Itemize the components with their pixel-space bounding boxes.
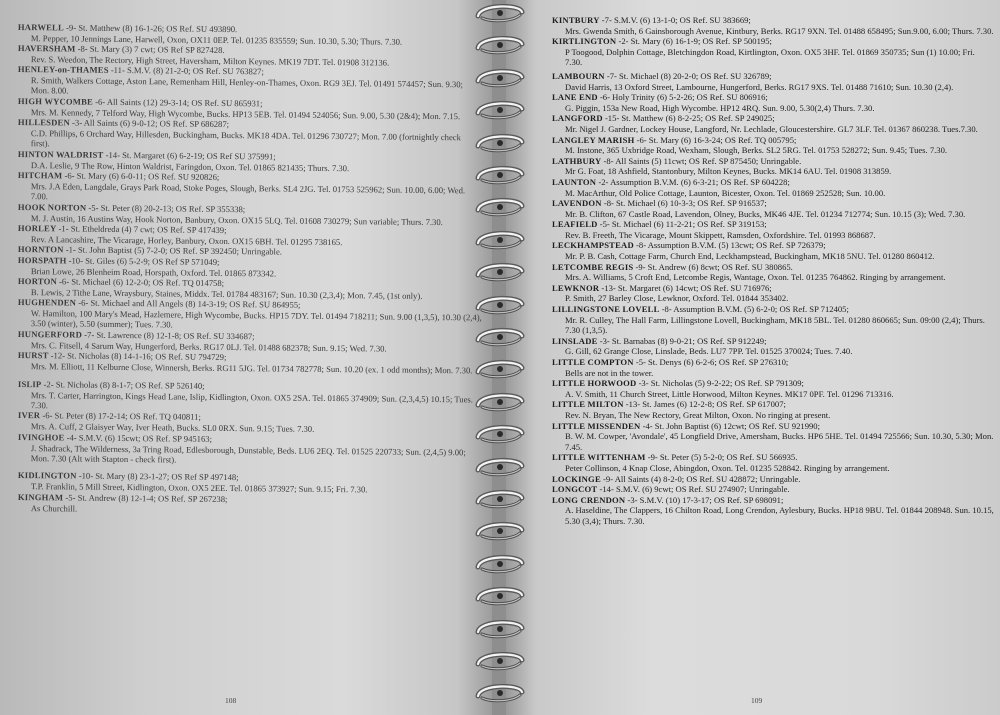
tower-details: -9- St. Andrew (6) 8cwt; OS Ref. SU 380865. [635, 261, 793, 272]
tower-entry [552, 135, 994, 156]
tower-entry [552, 36, 994, 68]
tower-entry [552, 262, 994, 283]
tower-details: -15- St. Matthew (6) 8-2-25; OS Ref. SP 249025; [604, 113, 775, 124]
tower-name: HENLEY-on-THAMES [17, 64, 109, 76]
tower-entry [552, 336, 994, 357]
left-page-number: 108 [225, 696, 237, 705]
tower-details: -1- St. John Baptist (5) 7-2-0; OS Ref. SP 392450; Unringable. [65, 244, 282, 258]
tower-name: LINSLADE [552, 335, 598, 346]
tower-name: LEWKNOR [552, 282, 600, 293]
tower-contact: Mr. R. Culley, The Hall Farm, Lillingstone Lovell, Buckingham, MK18 5BL. Tel. 01280 860665; Sun. 09:00 (2,4); Thurs. 7.30 (1,3,5). [565, 314, 985, 336]
tower-name: LAVENDON [552, 198, 602, 209]
tower-contact: Mr G. Foat, 18 Ashfield, Stantonbury, Milton Keynes, Bucks. MK14 6AU. Tel. 01908 313859. [565, 166, 892, 177]
tower-name: LILLINGSTONE LOVELL [552, 304, 660, 315]
entry-heading [552, 71, 994, 82]
entry-heading [552, 92, 994, 103]
tower-name: HORTON [17, 276, 57, 287]
tower-details: -9- St. Peter (5) 5-2-0; OS Ref. SU 566935. [647, 452, 798, 463]
tower-entry [552, 304, 994, 336]
tower-contact: M. MacArthur, Old Police Cottage, Launton, Bicester, Oxon. Tel. 01869 252528; Sun. 10.00. [565, 187, 886, 198]
tower-entry [552, 156, 994, 177]
tower-details: -13- St. Margaret (6) 14cwt; OS Ref. SU 716976; [601, 282, 772, 293]
entry-heading [552, 113, 994, 124]
tower-name: KINGHAM [17, 491, 64, 502]
left-page-entries [18, 22, 482, 513]
tower-contact: As Churchill. [30, 502, 78, 513]
spiral-binding [470, 0, 530, 715]
tower-name: LONGCOT [552, 484, 598, 495]
tower-contact: J. Shadrack, The Wilderness, 3a Tring Road, Edlesborough, Dunstable, Beds. LU6 2EQ. Tel. 01525 220733; Sun. (2,4,5) 9.00; Mon. 7.30 (Alt with Stapton - check first). [30, 442, 466, 465]
tower-entry [552, 452, 994, 473]
tower-name: LECKHAMPSTEAD [552, 240, 634, 251]
tower-details: -12- St. Nicholas (8) 14-1-16; OS Ref. SU 794729; [50, 350, 227, 363]
tower-details: -2- St. Nicholas (8) 8-1-7; OS Ref. SP 526140; [43, 378, 205, 391]
tower-contact: Bells are not in the tower. [565, 367, 654, 378]
tower-entry [552, 219, 994, 240]
entry-heading [552, 15, 994, 26]
tower-name: HORSPATH [17, 255, 67, 266]
tower-entry [552, 15, 994, 36]
tower-contact: W. Hamilton, 100 Mary's Mead, Hazlemere, High Wycombe, Bucks. HP15 7DY. Tel. 01494 718211; Sun. 9.00 (1,3,5), 10.30 (2,4), 3.50 (winter), 5.50 (summer); Tues. 7.30. [30, 308, 482, 331]
tower-name: KIDLINGTON [17, 470, 77, 481]
tower-contact: David Harris, 13 Oxford Street, Lambourne, Hungerford, Berks. RG17 9XS. Tel. 01488 71610; Sun. 10.30 (2,4). [565, 81, 954, 92]
tower-details: -6- St. Michael and All Angels (8) 14-3-19; OS Ref. SU 864955; [78, 298, 301, 311]
tower-details: -3- St. Nicholas (5) 9-2-22; OS Ref. SP 791309; [638, 378, 804, 389]
spiral-ring-icon [470, 2, 530, 24]
tower-details: -9- St. Matthew (8) 16-1-26; OS Ref. SU 493890. [66, 22, 238, 35]
spiral-ring-icon [470, 99, 530, 121]
tower-contact: P. Smith, 27 Barley Close, Lewknor, Oxford. Tel. 01844 353402. [565, 293, 789, 304]
entry-heading [552, 219, 994, 230]
tower-name: HIGH WYCOMBE [17, 96, 94, 107]
entry-heading [552, 283, 994, 294]
tower-details: -2- St. Mary (6) 16-1-9; OS Ref. SP 500195; [618, 36, 772, 47]
tower-details: -8- Assumption B.V.M. (5) 6-2-0; OS Ref. SP 712405; [661, 304, 849, 315]
spiral-ring-icon [470, 326, 530, 348]
tower-details: -4- St. John Baptist (6) 12cwt; OS Ref. SU 921990; [642, 420, 820, 431]
tower-contact: Mrs. Gwenda Smith, 6 Gainsborough Avenue, Kintbury, Berks. RG17 9XN. Tel. 01488 658495; Sun.9.00, 6.00; Thurs. 7.30. [565, 25, 994, 36]
tower-details: -1- St. Etheldreda (4) 7 cwt; OS Ref. SP 417439; [58, 223, 227, 236]
tower-details: -6- St. Peter (8) 17-2-14; OS Ref. TQ 040811; [42, 410, 201, 423]
spiral-ring-icon [470, 358, 530, 380]
tower-details: -14- St. Margaret (6) 6-2-19; OS Ref SU 375991; [105, 149, 276, 162]
tower-details: -3- All Saints (6) 9-0-12; OS Ref. SP 686287; [72, 117, 230, 130]
tower-name: IVER [17, 410, 41, 421]
entry-heading [552, 198, 994, 209]
tower-entry [552, 474, 994, 485]
tower-contact: Mr. B. Clifton, 67 Castle Road, Lavendon, Olney, Bucks, MK46 4JE. Tel. 01234 712774; Sun. 10.15 (3); Wed. 7.30. [565, 208, 966, 219]
spiral-ring-icon [470, 34, 530, 56]
tower-contact: C.D. Phillips, 6 Orchard Way, Hillesden, Buckingham, Bucks. MK18 4DA. Tel. 01296 730727; Mon. 7.00 (fortnightly check first). [30, 128, 461, 149]
tower-entry [552, 357, 994, 378]
entry-heading [552, 177, 994, 188]
entry-heading [552, 36, 994, 47]
tower-entry [18, 432, 482, 468]
spiral-ring-icon [470, 618, 530, 640]
tower-entry [552, 198, 994, 219]
spiral-ring-icon [470, 391, 530, 413]
right-page [506, 0, 1000, 715]
tower-details: -5- St. Michael (6) 11-2-21; OS Ref. SP 319153; [599, 219, 767, 230]
tower-details: -7- St. Michael (8) 20-2-0; OS Ref. SU 326789; [606, 70, 772, 81]
tower-details: -8- All Saints (5) 11cwt; OS Ref. SP 875450; Unringable. [603, 155, 802, 166]
tower-contact: R. Smith, Walkers Cottage, Aston Lane, Remenham Hill, Henley-on-Thames, Oxon. RG9 3EJ. Tel. 01491 574457; Sun. 9.30; Mon. 8.00. [30, 75, 463, 97]
tower-name: LITTLE COMPTON [552, 357, 634, 367]
entry-heading [552, 495, 994, 506]
tower-name: LITTLE MISSENDEN [552, 420, 641, 431]
spiral-ring-icon [470, 682, 530, 704]
tower-entry [18, 170, 482, 206]
tower-entry [552, 92, 994, 113]
tower-name: LAMBOURN [552, 70, 605, 81]
tower-contact: Rev. N. Bryan, The New Rectory, Great Milton, Oxon. No ringing at present. [565, 409, 831, 420]
tower-details: -10- St. Mary (8) 23-1-27; OS Ref SP 497148; [78, 470, 239, 483]
tower-details: -5- St. Denys (6) 6-2-6; OS Ref. SP 276310; [635, 357, 789, 367]
spiral-ring-icon [470, 423, 530, 445]
tower-entry [18, 297, 482, 333]
tower-details: -3- St. Barnabas (8) 9-0-21; OS Ref. SP 912249; [599, 335, 767, 346]
tower-name: LONG CRENDON [552, 494, 626, 505]
tower-contact: A. Haseldine, The Clappers, 16 Chilton Road, Long Crendon, Aylesbury, Bucks. HP18 9BU. Tel. 01844 208948. Sun. 10.15, 5.30 (3,4); Thurs. 7.30. [565, 505, 994, 526]
tower-name: LANGLEY MARISH [552, 134, 635, 145]
tower-name: HOOK NORTON [17, 202, 87, 213]
tower-contact: Mrs. M. Kennedy, 7 Telford Way, High Wycombe, Bucks. HP13 5EB. Tel. 01494 524056; Sun. 9.00, 5.30 (2&4); Mon. 7.15. [30, 106, 461, 121]
tower-contact: Mrs. A. Williams, 5 Croft End, Letcombe Regis, Wantage, Oxon. Tel. 01235 764862. Ringing by arrangement. [565, 272, 946, 283]
tower-entry [552, 484, 994, 495]
tower-entry [552, 495, 994, 527]
entry-heading [552, 135, 994, 146]
tower-entry [552, 283, 994, 304]
tower-name: HORLEY [17, 223, 57, 234]
tower-name: KINTBURY [552, 15, 600, 25]
tower-details: -4- S.M.V. (6) 15cwt; OS Ref. SP 945163; [66, 432, 213, 444]
tower-details: -6- St. Michael (6) 12-2-0; OS Ref. TQ 014758; [59, 276, 225, 289]
tower-details: -2- Assumption B.V.M. (6) 6-3-21; OS Ref. SP 604228; [598, 176, 790, 187]
entry-heading [552, 474, 994, 485]
tower-entry [552, 421, 994, 453]
spiral-ring-icon [470, 650, 530, 672]
tower-name: HARWELL [17, 22, 64, 33]
tower-name: LOCKINGE [552, 473, 601, 484]
tower-contact: T.P. Franklin, 5 Mill Street, Kidlington, Oxon. OX5 2EE. Tel. 01865 373927; Sun. 9.15; Fri. 7.30. [30, 481, 368, 495]
tower-details: -6- St. Mary (6) 6-0-11; OS Ref. SU 920826; [64, 170, 220, 183]
tower-contact: Mrs. M. Elliott, 11 Kelburne Close, Winnersh, Berks. RG11 5JG. Tel. 01734 782778; Sun. 10.20 (ex. 1 odd months); Mon. 7.30. [30, 361, 473, 376]
tower-entry [18, 64, 482, 100]
tower-contact: Mrs. T. Carter, Harrington, Kings Head Lane, Islip, Kidlington, Oxon. OX5 2SA. Tel. 01865 374909; Sun. (2,3,4,5) 10.15; Tues. 7.30. [30, 389, 473, 411]
tower-name: LITTLE HORWOOD [552, 378, 637, 389]
tower-name: HITCHAM [17, 170, 63, 181]
tower-name: IVINGHOE [17, 431, 65, 443]
tower-entry [18, 379, 482, 415]
tower-name: HURST [17, 350, 49, 361]
tower-details: -14- S.M.V. (6) 9cwt; OS Ref. SU 274907; Unringable. [599, 484, 790, 495]
tower-details: -8- St. Michael (6) 10-3-3; OS Ref. SP 916537; [603, 198, 767, 209]
tower-contact: Mr. Nigel J. Gardner, Lockey House, Langford, Nr. Lechlade, Gloucestershire. GL7 3LF. Tel. 01367 860238. Tues.7.30. [565, 123, 978, 134]
tower-contact: Mr. P. B. Cash, Cottage Farm, Church End, Leckhampstead, Buckingham, MK18 5NU. Tel. 01280 860412. [565, 251, 935, 262]
tower-details: -11- S.M.V. (8) 21-2-0; OS Ref. SU 763827; [110, 65, 264, 77]
tower-contact: Mrs. A. Cuff, 2 Glaisyer Way, Iver Heath, Bucks. SL0 0RX. Sun. 9.15; Tues. 7.30. [30, 421, 315, 434]
tower-contact: Mrs. C. Fitsell, 4 Sarum Way, Hungerford, Berks. RG17 0LJ. Tel. 01488 682378; Sun. 9.15; Wed. 7.30. [30, 339, 387, 354]
tower-details: -8- St. Mary (3) 7 cwt; OS Ref SP 827428. [77, 43, 225, 56]
tower-name: LATHBURY [552, 155, 602, 166]
tower-details: -6- St. Mary (6) 16-3-24; OS Ref. TQ 005795; [636, 134, 797, 145]
tower-details: -9- All Saints (4) 8-2-0; OS Ref. SU 428872; Unringable. [603, 473, 801, 484]
tower-entry [552, 399, 994, 420]
tower-contact: A. V. Smith, 11 Church Street, Little Horwood, Milton Keynes. MK17 0PF. Tel. 01296 713316. [565, 388, 894, 399]
spiral-ring-icon [470, 196, 530, 218]
tower-details: -7- St. Lawrence (8) 12-1-8; OS Ref. SU 334687; [84, 329, 255, 342]
tower-name: LEAFIELD [552, 219, 598, 230]
tower-name: HINTON WALDRIST [17, 149, 104, 160]
tower-name: LETCOMBE REGIS [552, 261, 634, 272]
tower-details: -13- St. James (6) 12-2-8; OS Ref. SP 617007; [625, 399, 786, 410]
entry-heading [552, 421, 994, 432]
tower-details: -10- St. Giles (6) 5-2-9; OS Ref SP 571049; [68, 255, 220, 267]
entry-heading [552, 399, 994, 410]
tower-name: LITTLE WITTENHAM [552, 452, 646, 463]
tower-entry [18, 117, 482, 153]
tower-contact: M. J. Austin, 16 Austins Way, Hook Norton, Banbury, Oxon. OX15 5LQ. Tel. 01608 730279; Sun variable; Thurs. 7.30. [30, 212, 443, 227]
tower-name: HORNTON [17, 244, 64, 255]
entry-heading [552, 336, 994, 347]
tower-contact: Rev. B. Freeth, The Vicarage, Mount Skippett, Ramsden, Oxfordshire. Tel. 01993 868687. [565, 229, 876, 240]
tower-entry [552, 113, 994, 134]
tower-entry [552, 240, 994, 261]
tower-contact: M. Pepper, 10 Jennings Lane, Harwell, Oxon, OX11 0EP. Tel. 01235 835559; Sun. 10.30, 5.30; Thurs. 7.30. [30, 32, 403, 47]
entry-heading [552, 156, 994, 167]
tower-contact: B. Lewis, 2 Tithe Lane, Wraysbury, Staines, Middx. Tel. 01784 483167; Sun. 10.30 (2,3,4); Mon. 7.45, (1st only). [30, 286, 423, 301]
spiral-ring-icon [470, 585, 530, 607]
tower-name: ISLIP [17, 378, 42, 389]
spiral-ring-icon [470, 520, 530, 542]
spiral-ring-icon [470, 229, 530, 251]
entry-heading [552, 357, 994, 368]
tower-details: -5- St. Peter (8) 20-2-13; OS Ref. SP 355338; [88, 202, 246, 215]
entry-heading [552, 378, 994, 389]
spiral-ring-icon [470, 261, 530, 283]
tower-details: -5- St. Andrew (8) 12-1-4; OS Ref. SP 267238; [65, 491, 228, 504]
tower-name: LANE END [552, 92, 598, 103]
tower-contact: Rev. A Lancashire, The Vicarage, Horley, Banbury, Oxon. OX15 6BH. Tel. 01295 738165. [30, 233, 343, 247]
tower-contact: Brian Lowe, 26 Blenheim Road, Horspath, Oxford. Tel. 01865 873342. [30, 265, 277, 279]
spiral-ring-icon [470, 294, 530, 316]
entry-heading [552, 262, 994, 273]
tower-contact: M. Instone, 365 Uxbridge Road, Wexham, Slough, Berks. SL2 5RG. Tel. 01753 528272; Sun. 9.45; Tues. 7.30. [565, 145, 948, 156]
entry-heading [552, 452, 994, 463]
spiral-ring-icon [470, 553, 530, 575]
tower-contact: G. Gill, 62 Grange Close, Linslade, Beds. LU7 7PP. Tel. 01525 370024; Tues. 7.40. [565, 346, 853, 357]
tower-contact: Mrs. J.A Eden, Langdale, Grays Park Road, Stoke Poges, Slough, Berks. SL4 2JG. Tel. 01753 525962; Sun. 10.00, 6.00; Wed. 7.00. [30, 181, 466, 202]
tower-contact: B. W. M. Cowper, 'Avondale', 45 Longfield Drive, Amersham, Bucks. HP6 5HE. Tel. 01494 725566; Sun. 10.30, 5.30; Mon. 7.45. [565, 431, 994, 452]
tower-details: -6- Holy Trinity (6) 5-2-26; OS Ref. SU 806916; [599, 92, 768, 103]
right-page-number: 109 [751, 696, 763, 705]
entry-heading [552, 484, 994, 495]
tower-name: HILLESDEN [17, 117, 70, 128]
tower-name: LAUNTON [552, 176, 597, 187]
tower-details: -3- S.M.V. (10) 17-3-17; OS Ref. SP 698091; [627, 494, 784, 505]
tower-entry [552, 378, 994, 399]
tower-name: LITTLE MILTON [552, 399, 624, 410]
tower-entry [552, 71, 994, 92]
spiral-ring-icon [470, 456, 530, 478]
tower-name: KIRTLINGTON [552, 36, 617, 47]
tower-contact: P Toogood, Dolphin Cottage, Bletchingdon Road, Kirtlington, Oxon. OX5 3HF. Tel. 01869 350735; Sun (1) 10.00; Fri. 7.30. [565, 46, 975, 68]
tower-details: -7- S.M.V. (6) 13-1-0; OS Ref. SU 383669; [601, 15, 751, 25]
tower-name: LANGFORD [552, 113, 603, 124]
right-page-entries [552, 15, 994, 527]
left-page [0, 0, 492, 715]
entry-heading [552, 304, 994, 315]
tower-contact: Peter Collinson, 4 Knap Close, Abingdon, Oxon. Tel. 01235 528842. Ringing by arrangement. [565, 462, 890, 473]
tower-entry [552, 177, 994, 198]
entry-heading [552, 240, 994, 251]
spiral-ring-icon [470, 67, 530, 89]
tower-details: -6- All Saints (12) 29-3-14; OS Ref. SU 865931; [95, 96, 263, 109]
tower-contact: Rev. S. Weedon, The Rectory, High Street, Haversham, Milton Keynes. MK19 7DT. Tel. 01908 312136. [30, 53, 390, 68]
tower-entry [18, 492, 482, 518]
tower-name: HAVERSHAM [17, 43, 76, 54]
spiral-ring-icon [470, 164, 530, 186]
spiral-ring-icon [470, 132, 530, 154]
tower-name: HUNGERFORD [17, 329, 83, 340]
tower-contact: G. Piggin, 153a New Road, High Wycombe. HP12 4RQ. Sun. 9.00, 5.30(2,4) Thurs. 7.30. [565, 102, 875, 113]
spiral-ring-icon [470, 488, 530, 510]
tower-contact: D.A. Leslie, 9 The Row, Hinton Waldrist, Faringdon, Oxon. Tel. 01865 821435; Thurs. 7.30. [30, 159, 350, 173]
tower-name: HUGHENDEN [17, 297, 77, 308]
tower-details: -8- Assumption B.V.M. (5) 13cwt; OS Ref. SP 726379; [636, 240, 826, 251]
